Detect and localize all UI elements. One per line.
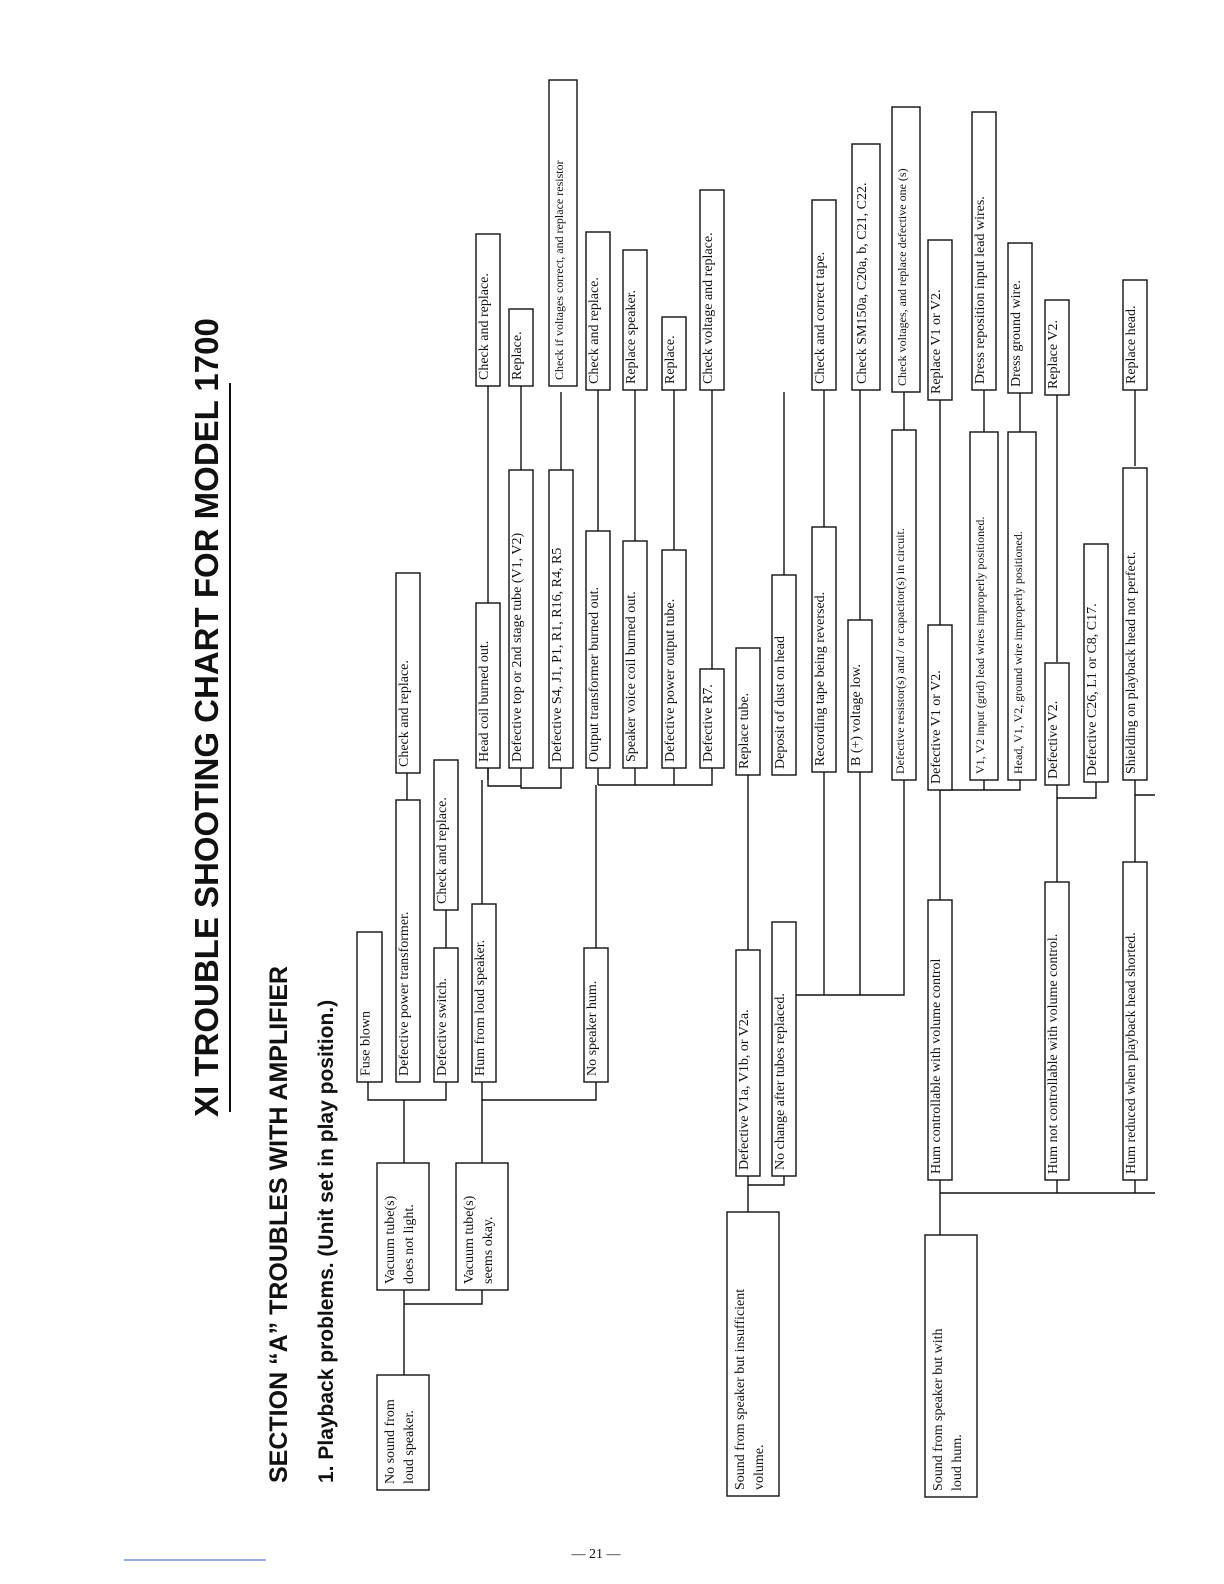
- box-label: Defective top or 2nd stage tube (V1, V2): [510, 532, 525, 762]
- box-head-coil-burned: [476, 603, 500, 768]
- box-defective-c26: [1084, 544, 1108, 782]
- box-replace-2: [662, 317, 686, 390]
- box-label: Hum controllable with volume control: [929, 958, 944, 1174]
- box-check-replace-2: [434, 760, 458, 910]
- box-label: volume.: [752, 1444, 767, 1490]
- box-check-voltage-replace: [700, 190, 724, 390]
- subsection-heading: 1. Playback problems. (Unit set in play position.): [315, 999, 338, 1483]
- box-defective-power-transformer: [396, 800, 420, 1082]
- box-label: Defective switch.: [435, 978, 450, 1076]
- box-defective-stage-tube: [509, 470, 533, 768]
- box-no-change-tubes: [772, 922, 796, 1176]
- box-check-replace-3: [476, 234, 500, 386]
- box-defective-switch: [434, 948, 458, 1082]
- box-input-lead-wires: [970, 432, 998, 780]
- box-deposit-dust: [772, 575, 796, 775]
- box-hum-reduced: [1123, 862, 1147, 1180]
- box-replace-v2: [1045, 300, 1069, 395]
- box-replace-head: [1123, 280, 1147, 390]
- box-label: Check and replace.: [397, 660, 412, 767]
- box-label: Hum from loud speaker.: [473, 939, 488, 1076]
- box-label: Vacuum tube(s): [462, 1195, 477, 1284]
- box-check-sm150a: [852, 144, 880, 390]
- box-label: Deposit of dust on head: [773, 636, 788, 769]
- box-defective-v1-v2: [928, 625, 952, 790]
- box-no-sound: [377, 1375, 429, 1490]
- box-label: Defective V1a, V1b, or V2a.: [737, 1009, 752, 1170]
- box-output-transformer: [586, 531, 610, 768]
- box-shielding: [1123, 468, 1147, 780]
- box-label: Replace V1 or V2.: [929, 289, 944, 394]
- box-label: Defective S4, J1, P1, R1, R16, R4, R5: [550, 547, 565, 762]
- box-ground-wire: [1008, 432, 1036, 780]
- box-replace-1: [509, 309, 533, 386]
- box-vacuum-no-light: [377, 1163, 429, 1290]
- box-label: Defective C26, L1 or C8, C17.: [1085, 603, 1100, 776]
- box-label: Check and correct tape.: [813, 251, 828, 384]
- box-label: Head coil burned out.: [477, 640, 492, 762]
- box-defective-resistor: [892, 430, 916, 780]
- box-b-voltage-low: [848, 620, 872, 772]
- section-heading: SECTION “A” TROUBLES WITH AMPLIFIER: [265, 965, 293, 1483]
- box-replace-tube: [736, 648, 760, 775]
- box-label: No sound from: [383, 1399, 398, 1484]
- box-label: B (+) voltage low.: [849, 664, 864, 766]
- page-number: — 21 —: [571, 1547, 621, 1562]
- box-label: seems okay.: [481, 1216, 496, 1284]
- box-defective-s4: [549, 470, 573, 768]
- box-label: does not light.: [402, 1204, 417, 1284]
- box-label: Output transformer burned out.: [587, 587, 602, 762]
- box-label: Sound from speaker but insufficient: [733, 1288, 748, 1490]
- box-label: Dress ground wire.: [1009, 280, 1024, 387]
- box-defective-v1a: [736, 950, 760, 1176]
- box-check-replace-4: [586, 232, 610, 390]
- box-no-speaker-hum: [584, 948, 608, 1082]
- box-label: V1, V2 input (grid) lead wires improperly positioned.: [973, 516, 987, 774]
- box-label: Defective V2.: [1046, 700, 1061, 779]
- box-label: Check voltages, and replace defective one (s): [895, 168, 909, 386]
- box-label: Replace head.: [1124, 305, 1139, 384]
- box-label: Replace speaker.: [624, 289, 639, 384]
- box-hum-from-speaker: [472, 904, 496, 1082]
- box-label: Fuse blown: [358, 1011, 374, 1076]
- box-label: loud hum.: [950, 1434, 965, 1491]
- box-label: Sound from speaker but with: [931, 1328, 946, 1491]
- box-recording-tape-reversed: [812, 527, 836, 772]
- box-check-voltages-defective: [892, 107, 920, 392]
- box-defective-power-output-tube: [662, 550, 686, 768]
- box-label: Defective resistor(s) and / or capacitor(s) in circuit.: [893, 528, 907, 774]
- box-defective-r7: [700, 669, 724, 768]
- box-dress-reposition: [972, 112, 996, 390]
- box-label: Defective V1 or V2.: [929, 670, 944, 784]
- box-label: loud speaker.: [402, 1410, 417, 1484]
- box-label: Hum not controllable with volume control.: [1046, 933, 1061, 1174]
- box-label: Check and replace.: [477, 273, 492, 380]
- box-label: Defective power output tube.: [663, 598, 678, 762]
- box-label: Dress reposition input lead wires.: [973, 196, 988, 384]
- box-label: Replace.: [663, 335, 678, 384]
- box-label: Defective R7.: [701, 684, 716, 762]
- box-label: Check and replace.: [587, 277, 602, 384]
- box-label: Recording tape being reversed.: [813, 591, 828, 766]
- box-sound-insufficient: [727, 1212, 779, 1496]
- box-dress-ground-wire: [1008, 243, 1032, 393]
- box-speaker-voice-coil: [623, 541, 647, 768]
- box-label: Check and replace.: [435, 797, 450, 904]
- box-label: Head, V1, V2, ground wire improperly positioned.: [1011, 531, 1025, 774]
- box-replace-v1-v2: [928, 240, 952, 400]
- box-label: Hum reduced when playback head shorted.: [1124, 932, 1139, 1174]
- box-sound-hum: [925, 1235, 977, 1497]
- box-label: No speaker hum.: [585, 980, 600, 1076]
- box-hum-controllable: [928, 900, 952, 1180]
- box-check-correct-tape: [812, 200, 836, 390]
- box-label: Replace tube.: [737, 692, 752, 769]
- box-label: Check voltage and replace.: [701, 232, 716, 384]
- box-label: No change after tubes replaced.: [773, 993, 788, 1170]
- box-defective-v2: [1045, 663, 1069, 785]
- box-vacuum-okay: [456, 1163, 508, 1290]
- box-check-replace-1: [396, 573, 420, 773]
- box-fuse-blown: [357, 932, 382, 1082]
- box-hum-not-controllable: [1045, 882, 1069, 1180]
- box-label: Replace V2.: [1046, 320, 1061, 389]
- box-check-voltages-resistor: [549, 80, 577, 386]
- box-label: Defective power transformer.: [397, 911, 412, 1076]
- box-replace-speaker: [623, 250, 647, 390]
- box-label: Shielding on playback head not perfect.: [1124, 551, 1139, 774]
- box-label: Replace.: [510, 331, 525, 380]
- box-label: Speaker voice coil burned out.: [624, 591, 639, 762]
- box-label: Check SM150a, C20a, b, C21, C22.: [855, 182, 870, 384]
- box-label: Check if voltages correct, and replace resistor: [552, 160, 566, 380]
- page-title: XI TROUBLE SHOOTING CHART FOR MODEL 1700: [188, 318, 225, 1117]
- box-label: Vacuum tube(s): [383, 1195, 398, 1284]
